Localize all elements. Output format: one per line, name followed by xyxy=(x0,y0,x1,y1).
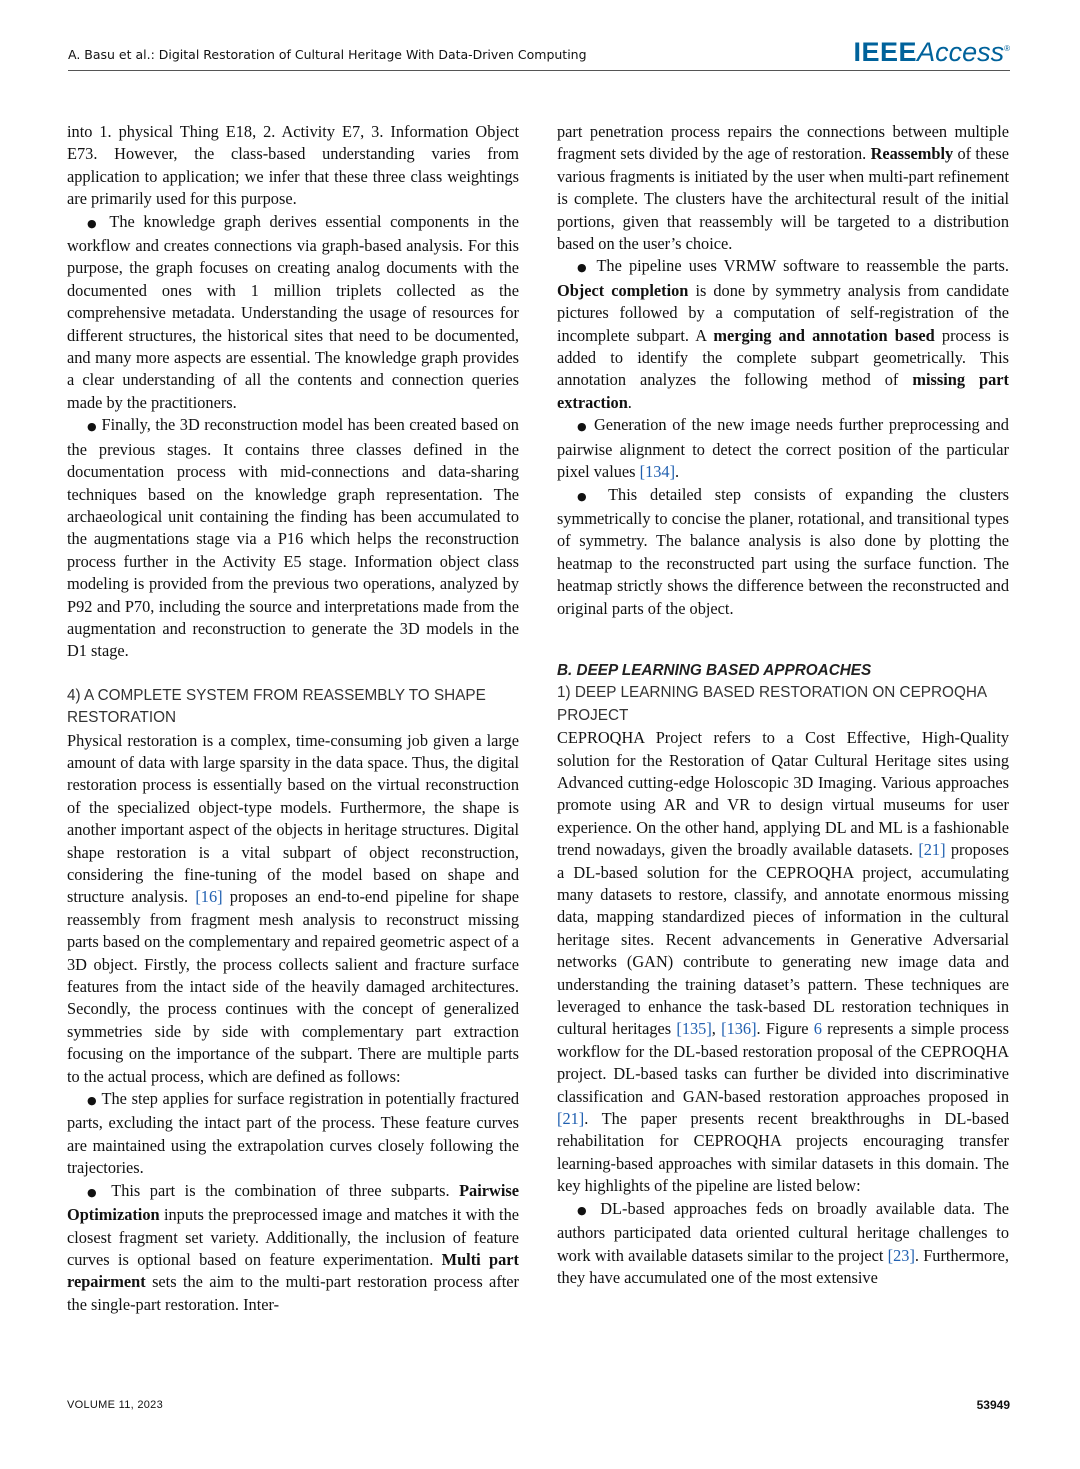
citation-link[interactable]: [134] xyxy=(639,462,676,482)
text-run: sets the aim to the multi-part restoration process after the single-part restoration. Inter- xyxy=(67,1272,519,1314)
logo-trademark: ® xyxy=(1004,44,1010,53)
right-paragraph-ceproqha xyxy=(557,727,1009,1198)
text-run: Physical restoration is a complex, time-consuming job given a large amount of data with large sparsity in the data space. Thus, the digital restoration process is essentially based on the virtual reconstruction of the specialized object-type models. Furthermore, the shape is another important aspect of the objects in heritage structures. Digital shape restoration is a vital subpart of object reconstruction, considering the fine-tuning of the model based on shape and structure analysis. xyxy=(67,730,519,907)
spacer xyxy=(557,620,1009,642)
text-run: proposes an end-to-end pipeline for shape reassembly from fragment mesh analysis to reconstruct missing parts based on the complementary and repaired geometric aspect of a 3D object. Firstly, the process collects salient and fracture surface features from the intact side of the heavily damaged architectures. Secondly, the process continues with the concept of generalized symmetries side by side with complementary part extraction focusing on the importance of the subpart. There are multiple parts to the actual process, which are defined as follows: xyxy=(67,887,519,1086)
citation-link[interactable]: [136] xyxy=(721,1019,757,1039)
left-bullet-3d-reconstruction xyxy=(67,414,519,662)
logo-ieee-text: IEEE xyxy=(853,37,918,67)
spacer xyxy=(557,642,1009,660)
bold-term: missing part extraction xyxy=(557,370,1010,412)
bold-term: Object completion xyxy=(557,280,689,300)
running-head: A. Basu et al.: Digital Restoration of Cultural Heritage With Data-Driven Computing xyxy=(68,47,587,62)
section-heading-1-line1: 1) DEEP LEARNING BASED RESTORATION ON CEPROQHA xyxy=(557,684,988,702)
text-run: DL-based approaches feds on broadly available data. The authors participated data oriented cultural heritage challenges to work with available datasets similar to the project xyxy=(557,1198,1009,1265)
text-run: . Furthermore, they have accumulated one of the most extensive xyxy=(557,1245,1010,1287)
text-run: The pipeline uses VRMW software to reassemble the parts. xyxy=(596,256,1009,276)
bullet-icon: ● xyxy=(577,1203,592,1217)
bold-term: Reassembly xyxy=(870,144,954,164)
text-run: . The paper presents recent breakthroughs in DL-based rehabilitation for CEPROQHA projects encouraging transfer learning-based approaches with similar datasets in this domain. The key highlights of the pipeline are listed below: xyxy=(557,1109,1009,1196)
text-run: of these various fragments is initiated by the user when multi-part refinement is complete. The clusters have the architectural result of the initial portions, given that reassembly will be targeted to a distribution based on the user’s choice. xyxy=(557,144,1009,254)
text-run: proposes a DL-based solution for the CEPROQHA project, accumulating many datasets to restore, classify, and annotate enormous missing data, mapping standardized pieces of information in the cultural heritage sites. Recent advancements in Generative Adversarial networks (GAN) contribute to generating new image data and understanding the training dataset’s pattern. These techniques are leveraged to enhance the task-based DL restoration techniques in cultural heritages xyxy=(557,840,1009,1039)
left-bullet-surface-registration xyxy=(67,1088,519,1180)
right-paragraph-1 xyxy=(557,121,1009,255)
text-run: part penetration process repairs the connections between multiple fragment sets divided by the age of restoration. xyxy=(557,122,1009,164)
left-bullet-subparts xyxy=(67,1180,519,1316)
text-run: , xyxy=(711,1019,716,1039)
page-header xyxy=(68,34,1010,71)
text-run: Generation of the new image needs further preprocessing and pairwise alignment to detect the correct position of the particular pixel values xyxy=(557,415,1009,482)
footer-page-number: 53949 xyxy=(976,1398,1010,1412)
text-run: . xyxy=(627,392,632,412)
section-heading-4 xyxy=(67,685,519,730)
logo-access-text: Access xyxy=(917,37,1005,67)
text-run: represents a simple process workflow for the DL-based restoration proposal of the CEPROQHA project. DL-based tasks can further be divided into discriminative classification and GAN-based restoration approaches proposed in xyxy=(557,1019,1009,1106)
section-heading-4-line1: 4) A COMPLETE SYSTEM FROM REASSEMBLY TO SHAPE xyxy=(67,686,486,704)
right-bullet-detailed-step xyxy=(557,484,1009,620)
bold-term: merging and annotation based xyxy=(713,325,935,345)
spacer xyxy=(67,663,519,685)
bullet-icon: ● xyxy=(577,261,590,275)
bullet-text: The step applies for surface registration in potentially fractured parts, excluding the intact part of the process. These feature curves are maintained using the extrapolation curves closely following the trajectories. xyxy=(67,1089,519,1178)
left-bullet-knowledge-graph xyxy=(67,211,519,415)
bold-term: Pairwise Optimization xyxy=(67,1180,519,1225)
ieee-access-logo xyxy=(854,34,1010,67)
text-run: CEPROQHA Project refers to a Cost Effective, High-Quality solution for the Restoration of Qatar Cultural Heritage sites using Advanced cutting-edge Holoscopic 3D Imaging. Various approaches promote using AR and VR to design virtual museums for user experience. On the other hand, applying DL and ML is a fashionable trend nowadays, given the broadly available datasets. xyxy=(557,728,1009,860)
bullet-text: This detailed step consists of expanding the clusters symmetrically to concise the planer, rotational, and transitional types of symmetry. The balance analysis is also done by plotting the heatmap to the reconstructed part using the surface function. The heatmap strictly shows the difference between the reconstructed and original parts of the object. xyxy=(557,484,1009,618)
section-heading-b: B. DEEP LEARNING BASED APPROACHES xyxy=(557,661,872,679)
section-heading-4-line2: RESTORATION xyxy=(67,709,177,727)
right-bullet-vrmw xyxy=(557,255,1009,414)
right-bullet-dl-approaches xyxy=(557,1198,1009,1290)
text-run: is done by symmetry analysis from candidate pictures followed by a computation of self-registration of the incomplete subpart. A xyxy=(557,280,1010,345)
bold-term: Multi part repairment xyxy=(67,1249,519,1292)
bullet-icon: ● xyxy=(87,420,98,434)
section-heading-1-line2: PROJECT xyxy=(557,706,629,724)
text-run: inputs the preprocessed image and matches it with the closest fragment set variety. Additionally, the inclusion of feature curves is optional based on feature experimentation. xyxy=(67,1205,519,1269)
citation-link[interactable]: [21] xyxy=(918,840,946,860)
figure-link[interactable]: 6 xyxy=(813,1019,822,1039)
bullet-text: The knowledge graph derives essential components in the workflow and creates connections via graph-based analysis. For this purpose, the graph focuses on creating analog documents with the documented ones with 1 million triplets collected as the comprehensive metadata. Understanding the usage of resources for different structures, the historical sites that need to be documented, and many more aspects are essential. The knowledge graph provides a clear understanding of all the contents and connection queries made by the practitioners. xyxy=(67,211,519,412)
citation-link[interactable]: [23] xyxy=(887,1245,915,1265)
citation-link[interactable]: [21] xyxy=(557,1109,585,1129)
left-paragraph-physical-restoration xyxy=(67,730,519,1089)
citation-link[interactable]: [135] xyxy=(676,1019,712,1039)
right-bullet-generation xyxy=(557,414,1009,483)
bullet-icon: ● xyxy=(577,420,589,434)
right-column xyxy=(557,121,1009,1289)
bullet-text: Finally, the 3D reconstruction model has been created based on the previous stages. It contains three classes defined in the documentation process with mid-connections and data-sharing techniques based on the knowledge graph representation. The archaeological unit containing the finding has been accumulated to the augmentations stage via a P16 which helps the reconstruction process further in the Activity E5 stage. Information object class modeling is provided from the previous two operations, analyzed by P92 and P70, including the source and interpretations made from the augmentation and reconstruction to generate the 3D models in the D1 stage. xyxy=(67,415,519,661)
bullet-icon: ● xyxy=(87,1094,98,1108)
left-paragraph-1: into 1. physical Thing E18, 2. Activity E7, 3. Information Object E73. However, the class-based understanding varies from application to application; we infer that these three class weightings are primarily used for this purpose. xyxy=(67,122,519,209)
bullet-icon: ● xyxy=(577,489,596,503)
citation-link[interactable]: [16] xyxy=(195,887,223,907)
section-heading-1 xyxy=(557,682,1009,727)
footer-volume: VOLUME 11, 2023 xyxy=(67,1399,164,1411)
bullet-icon: ● xyxy=(87,216,102,230)
text-run: process is added to identify the complete subpart geometrically. This annotation analyzes the following method of xyxy=(557,325,1009,390)
left-column xyxy=(67,121,519,1316)
text-run: . Figure xyxy=(756,1019,809,1039)
text-run: This part is the combination of three subparts. xyxy=(111,1180,450,1200)
bullet-icon: ● xyxy=(87,1185,103,1199)
text-run: . xyxy=(675,462,680,482)
